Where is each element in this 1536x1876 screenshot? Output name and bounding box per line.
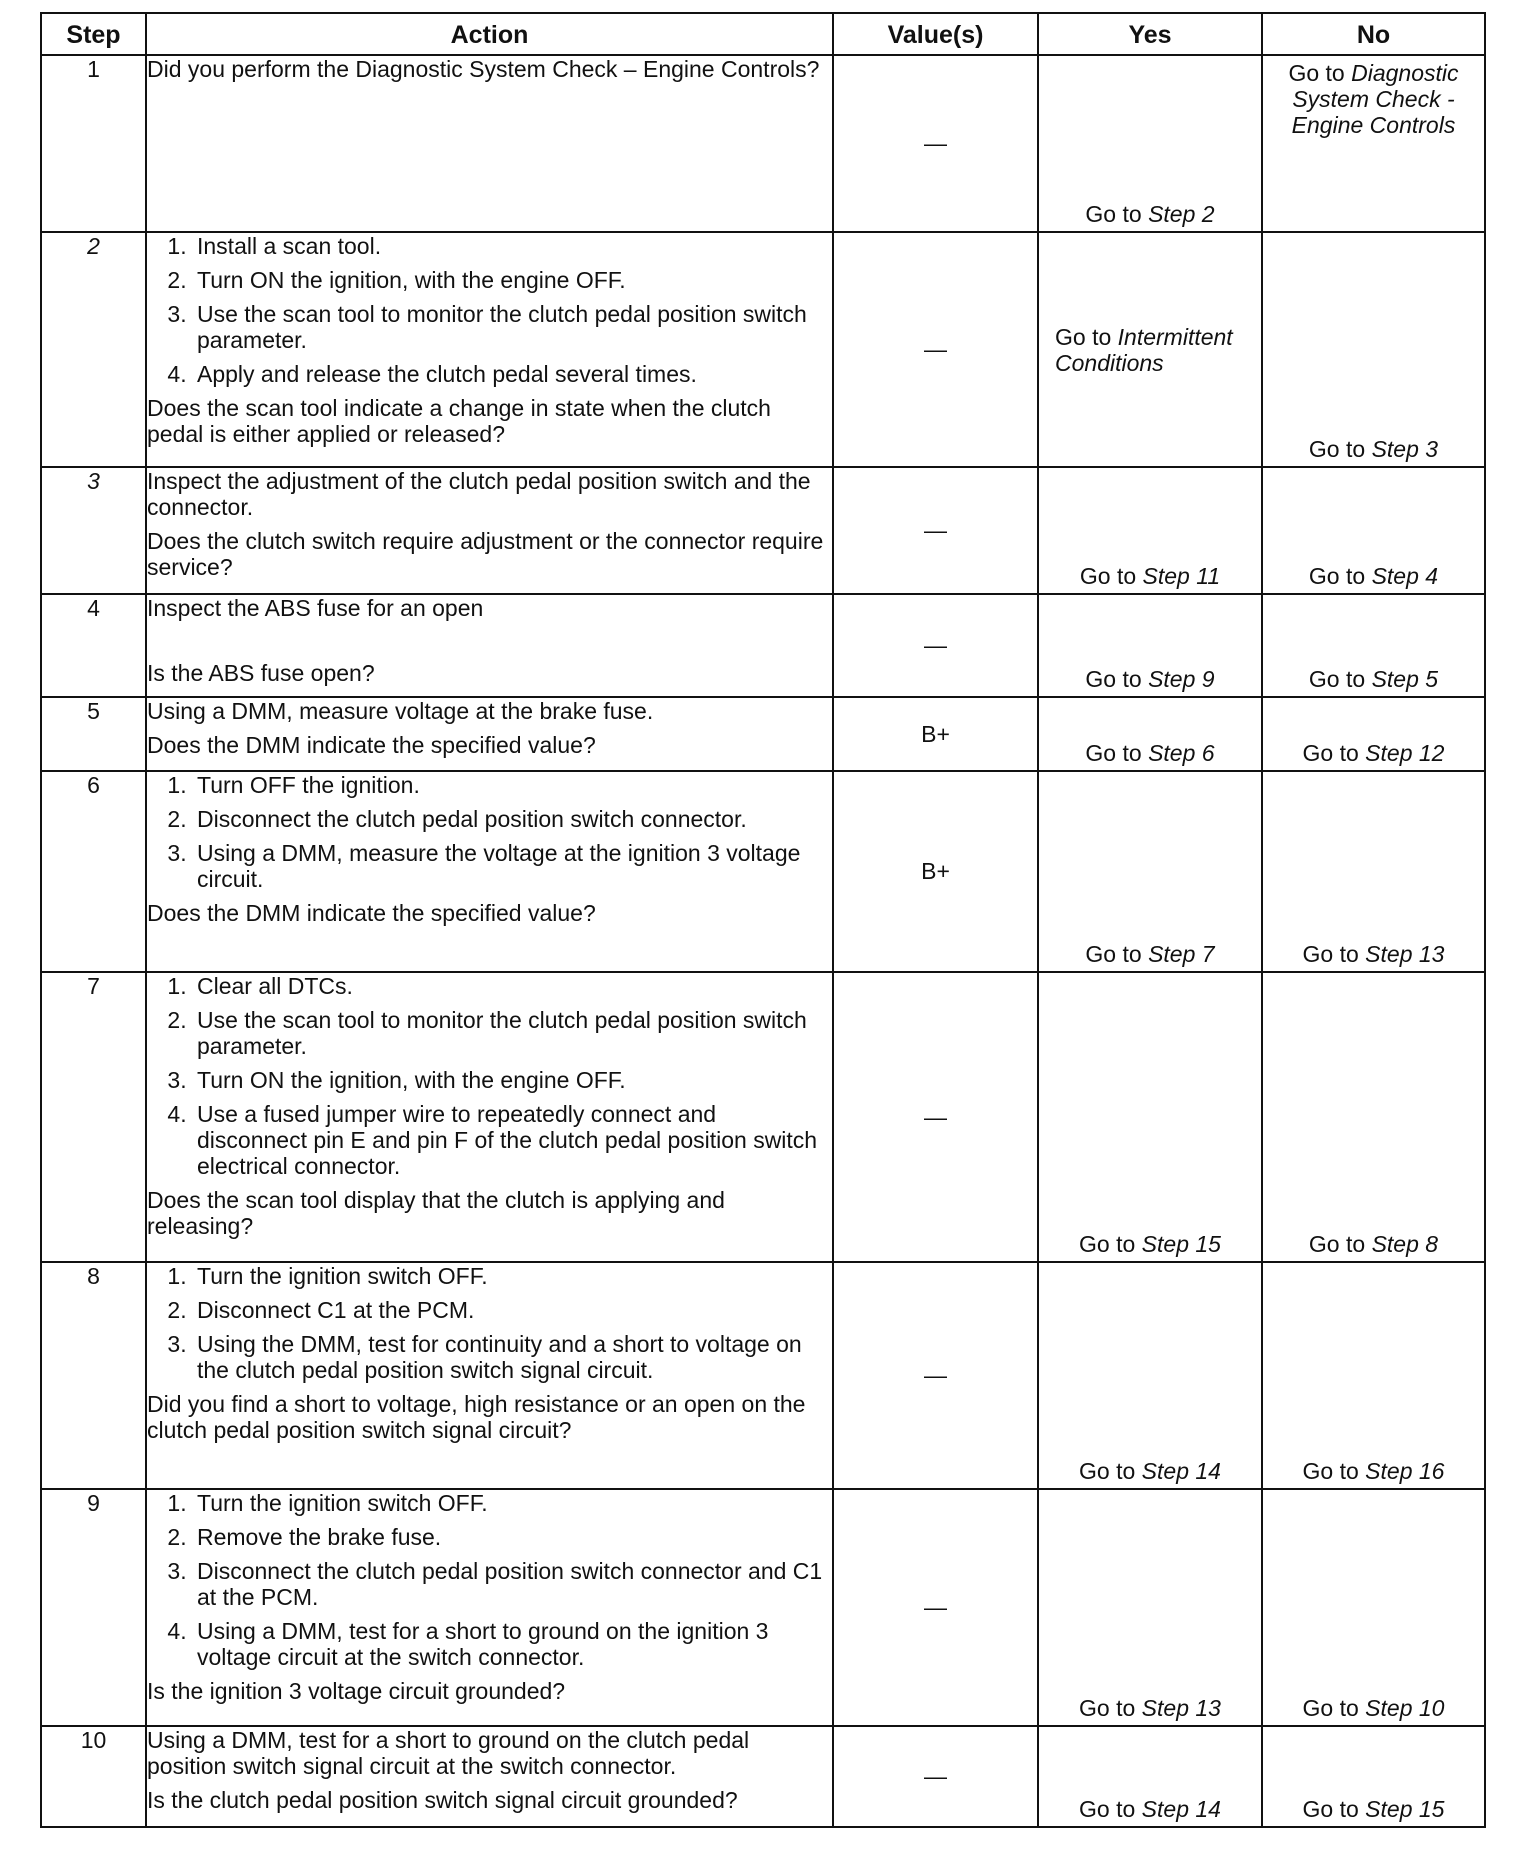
action-list <box>147 772 832 892</box>
yes-target: Step 13 <box>1141 1695 1221 1721</box>
value-cell: B+ <box>833 771 1038 972</box>
action-cell <box>146 972 833 1262</box>
goto-label: Go to <box>1079 1458 1136 1484</box>
yes-cell <box>1038 55 1262 232</box>
list-item: 1. Clear all DTCs. <box>193 973 832 999</box>
action-cell <box>146 594 833 697</box>
step-number: 2 <box>41 232 146 467</box>
header-values: Value(s) <box>833 13 1038 55</box>
step-number: 3 <box>41 467 146 594</box>
goto-label: Go to <box>1288 60 1345 86</box>
header-action: Action <box>146 13 833 55</box>
yes-target: Intermittent Conditions <box>1055 323 1233 376</box>
no-cell <box>1262 697 1485 771</box>
value-cell: — <box>833 55 1038 232</box>
goto-label: Go to <box>1085 941 1142 967</box>
step-number: 6 <box>41 771 146 972</box>
action-question: Does the DMM indicate the specified value? <box>147 900 596 926</box>
no-cell <box>1262 771 1485 972</box>
no-cell <box>1262 232 1485 467</box>
list-item: 3. Using a DMM, measure the voltage at the ignition 3 voltage circuit. <box>193 840 832 892</box>
list-item: 4. Using a DMM, test for a short to ground on the ignition 3 voltage circuit at the switch connector. <box>193 1618 832 1670</box>
yes-cell <box>1038 1262 1262 1489</box>
action-text: Inspect the adjustment of the clutch pedal position switch and the connector. <box>147 468 811 520</box>
list-item: 1. Turn the ignition switch OFF. <box>193 1490 832 1516</box>
list-item: 2. Disconnect C1 at the PCM. <box>193 1297 832 1323</box>
goto-label: Go to <box>1302 941 1359 967</box>
diagnostic-table <box>40 12 1486 1828</box>
list-item: 3. Use the scan tool to monitor the clutch pedal position switch parameter. <box>193 301 832 353</box>
action-cell <box>146 1489 833 1726</box>
action-question: Is the ABS fuse open? <box>147 660 375 686</box>
value-cell: B+ <box>833 697 1038 771</box>
no-target: Step 5 <box>1371 666 1439 692</box>
no-target: Step 10 <box>1365 1695 1445 1721</box>
action-cell <box>146 467 833 594</box>
no-target: Step 12 <box>1365 740 1445 766</box>
yes-target: Step 14 <box>1141 1458 1221 1484</box>
value-cell: — <box>833 1726 1038 1827</box>
action-list <box>147 973 832 1179</box>
goto-label: Go to <box>1079 1796 1136 1822</box>
action-question: Does the scan tool display that the clutch is applying and releasing? <box>147 1187 725 1239</box>
no-cell <box>1262 1726 1485 1827</box>
table-row <box>41 1489 1485 1726</box>
yes-cell <box>1038 1489 1262 1726</box>
action-cell <box>146 697 833 771</box>
action-cell <box>146 55 833 232</box>
table-row <box>41 1726 1485 1827</box>
goto-label: Go to <box>1085 740 1142 766</box>
yes-cell <box>1038 232 1262 467</box>
value-cell: — <box>833 1262 1038 1489</box>
no-target: Step 3 <box>1371 436 1439 462</box>
list-item: 3. Turn ON the ignition, with the engine OFF. <box>193 1067 832 1093</box>
action-text: Using a DMM, measure voltage at the brake fuse. <box>147 698 654 724</box>
step-number: 4 <box>41 594 146 697</box>
value-cell: — <box>833 594 1038 697</box>
no-cell <box>1262 1489 1485 1726</box>
no-cell <box>1262 1262 1485 1489</box>
list-item: 1. Turn the ignition switch OFF. <box>193 1263 832 1289</box>
list-item: 3. Disconnect the clutch pedal position switch connector and C1 at the PCM. <box>193 1558 832 1610</box>
list-item: 2. Remove the brake fuse. <box>193 1524 832 1550</box>
yes-target: Step 6 <box>1148 740 1215 766</box>
header-no: No <box>1262 13 1485 55</box>
header-yes: Yes <box>1038 13 1262 55</box>
goto-label: Go to <box>1308 1231 1366 1257</box>
header-row <box>41 13 1485 55</box>
yes-cell <box>1038 771 1262 972</box>
yes-target: Step 7 <box>1148 941 1215 967</box>
yes-cell <box>1038 1726 1262 1827</box>
action-list <box>147 233 832 387</box>
goto-label: Go to <box>1308 666 1366 692</box>
list-item: 4. Use a fused jumper wire to repeatedly connect and disconnect pin E and pin F of the clutch pedal position switch electrical connector. <box>193 1101 832 1179</box>
table-row <box>41 467 1485 594</box>
value-cell: — <box>833 1489 1038 1726</box>
action-cell <box>146 1726 833 1827</box>
no-cell <box>1262 467 1485 594</box>
action-question: Does the clutch switch require adjustment or the connector require service? <box>147 528 824 580</box>
list-item: 1. Install a scan tool. <box>193 233 832 259</box>
yes-cell <box>1038 697 1262 771</box>
action-question: Does the DMM indicate the specified value? <box>147 732 596 758</box>
yes-target: Step 11 <box>1142 563 1221 589</box>
no-cell <box>1262 972 1485 1262</box>
table-row <box>41 232 1485 467</box>
goto-label: Go to <box>1079 563 1137 589</box>
no-cell <box>1262 55 1485 232</box>
goto-label: Go to <box>1302 1458 1359 1484</box>
no-target: Step 4 <box>1371 563 1439 589</box>
value-cell: — <box>833 972 1038 1262</box>
action-text: Inspect the ABS fuse for an open <box>147 595 484 621</box>
goto-label: Go to <box>1302 1695 1359 1721</box>
action-question: Is the ignition 3 voltage circuit grounded? <box>147 1678 566 1704</box>
no-target: Step 16 <box>1365 1458 1445 1484</box>
goto-label: Go to <box>1055 323 1112 350</box>
action-text: Did you perform the Diagnostic System Check – Engine Controls? <box>147 56 820 82</box>
step-number: 5 <box>41 697 146 771</box>
goto-label: Go to <box>1308 563 1366 589</box>
action-cell <box>146 1262 833 1489</box>
yes-cell <box>1038 594 1262 697</box>
list-item: 2. Turn ON the ignition, with the engine OFF. <box>193 267 832 293</box>
list-item: 1. Turn OFF the ignition. <box>193 772 832 798</box>
header-step: Step <box>41 13 146 55</box>
no-cell <box>1262 594 1485 697</box>
step-number: 7 <box>41 972 146 1262</box>
action-question: Is the clutch pedal position switch signal circuit grounded? <box>147 1787 738 1813</box>
no-target: Diagnostic System Check - Engine Controls <box>1291 60 1459 138</box>
yes-target: Step 15 <box>1141 1231 1221 1257</box>
table-row <box>41 55 1485 232</box>
value-cell: — <box>833 232 1038 467</box>
action-question: Did you find a short to voltage, high resistance or an open on the clutch pedal position switch signal circuit? <box>147 1391 806 1443</box>
goto-label: Go to <box>1302 740 1359 766</box>
goto-label: Go to <box>1085 666 1142 692</box>
list-item: 2. Disconnect the clutch pedal position switch connector. <box>193 806 832 832</box>
action-cell <box>146 771 833 972</box>
yes-cell <box>1038 972 1262 1262</box>
goto-label: Go to <box>1085 201 1142 227</box>
action-list <box>147 1490 832 1670</box>
goto-label: Go to <box>1079 1695 1136 1721</box>
yes-target: Step 2 <box>1148 201 1215 227</box>
table-row <box>41 697 1485 771</box>
table-row <box>41 771 1485 972</box>
no-target: Step 8 <box>1371 1231 1439 1257</box>
yes-target: Step 9 <box>1148 666 1215 692</box>
step-number: 10 <box>41 1726 146 1827</box>
action-cell <box>146 232 833 467</box>
step-number: 9 <box>41 1489 146 1726</box>
action-list <box>147 1263 832 1383</box>
yes-cell <box>1038 467 1262 594</box>
step-number: 8 <box>41 1262 146 1489</box>
action-text: Using a DMM, test for a short to ground on the clutch pedal position switch signal circuit at the switch connector. <box>147 1727 750 1779</box>
yes-target: Step 14 <box>1141 1796 1221 1822</box>
action-question: Does the scan tool indicate a change in state when the clutch pedal is either applied or released? <box>147 395 771 447</box>
list-item: 4. Apply and release the clutch pedal several times. <box>193 361 832 387</box>
table-row <box>41 594 1485 697</box>
table-row <box>41 972 1485 1262</box>
step-number: 1 <box>41 55 146 232</box>
value-cell: — <box>833 467 1038 594</box>
goto-label: Go to <box>1302 1796 1359 1822</box>
list-item: 2. Use the scan tool to monitor the clutch pedal position switch parameter. <box>193 1007 832 1059</box>
table-row <box>41 1262 1485 1489</box>
goto-label: Go to <box>1079 1231 1136 1257</box>
goto-label: Go to <box>1308 436 1366 462</box>
no-target: Step 13 <box>1365 941 1445 967</box>
no-target: Step 15 <box>1365 1796 1445 1822</box>
list-item: 3. Using the DMM, test for continuity and a short to voltage on the clutch pedal position switch signal circuit. <box>193 1331 832 1383</box>
